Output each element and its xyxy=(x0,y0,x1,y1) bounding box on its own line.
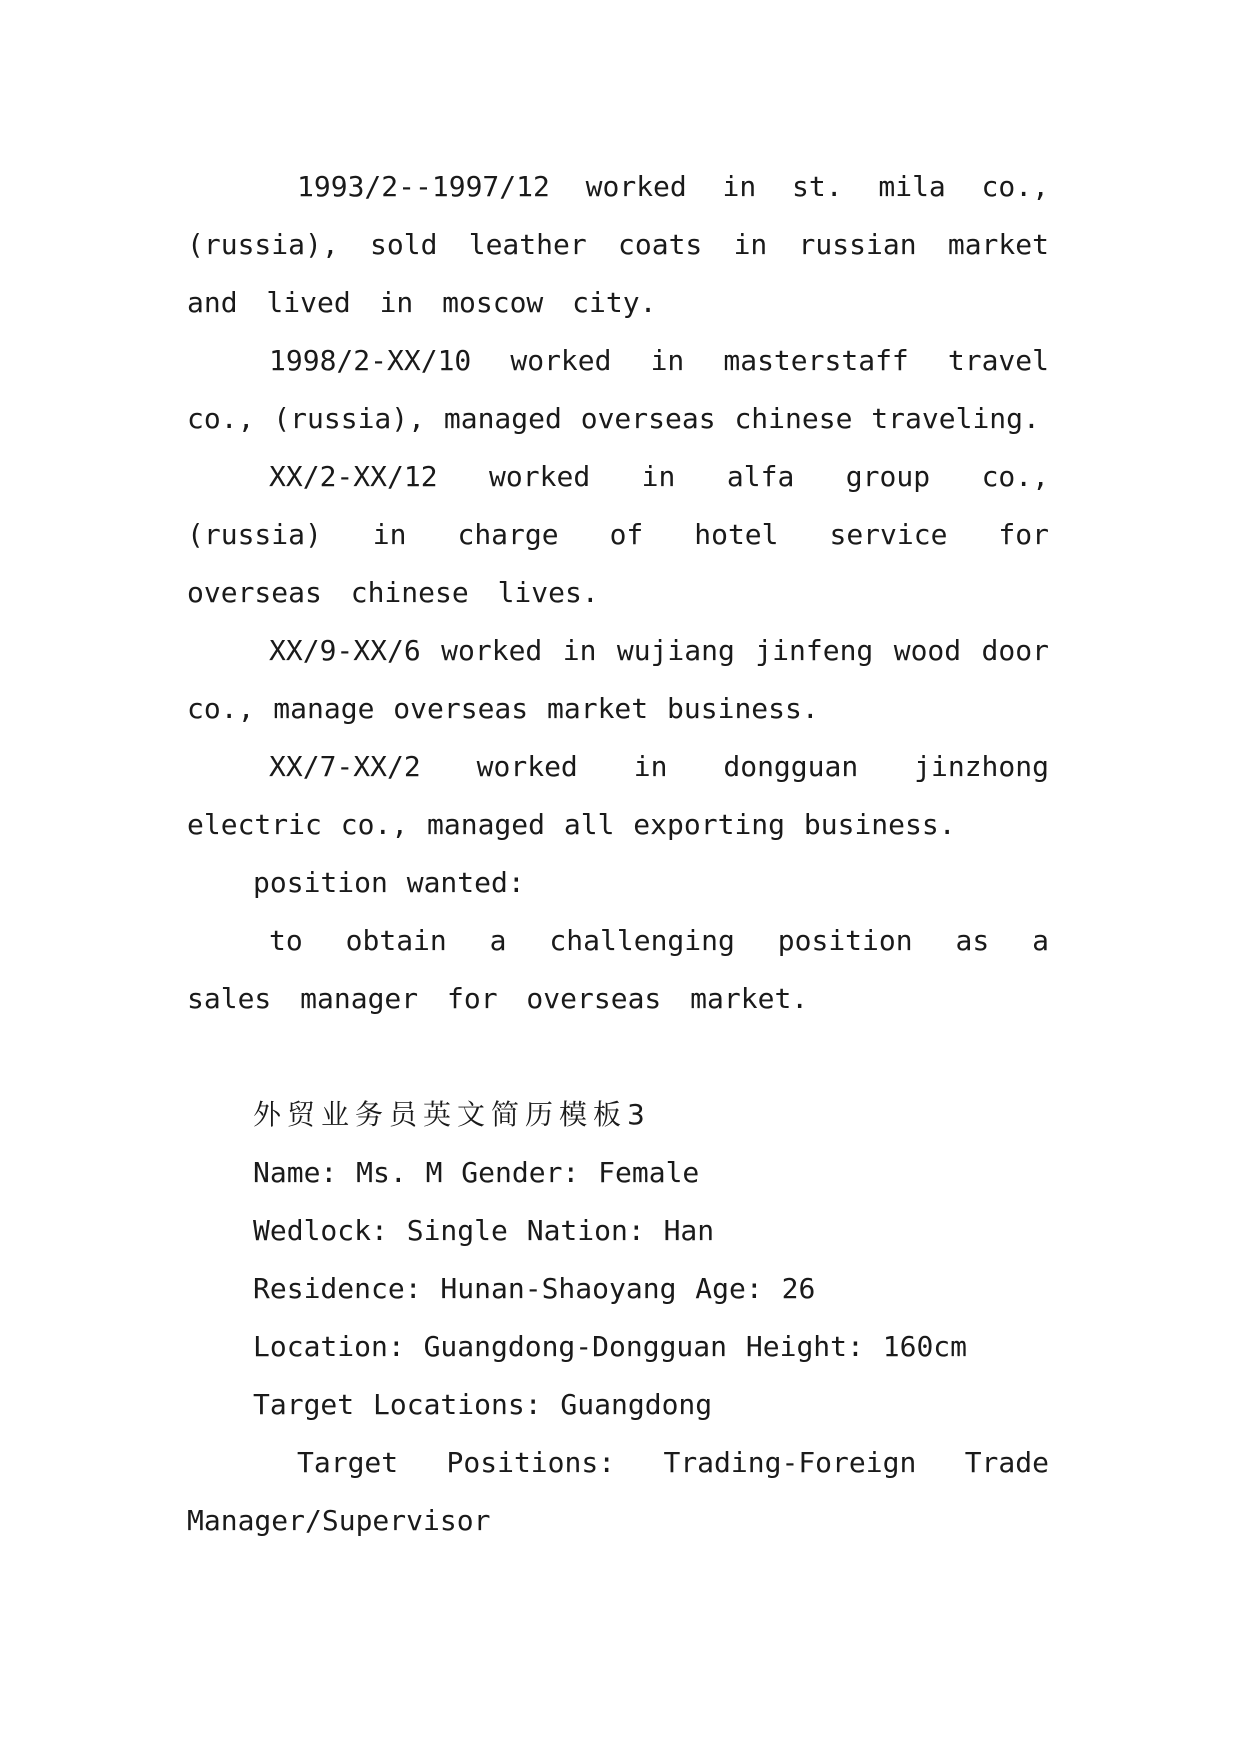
residence-age-line: Residence: Hunan-Shaoyang Age: 26 xyxy=(253,1272,816,1305)
target-positions-line: Target Positions: Trading-Foreign Trade Manager/Supervisor xyxy=(187,1446,1049,1537)
location-height-line: Location: Guangdong-Dongguan Height: 160cm xyxy=(253,1330,968,1363)
target-locations-line: Target Locations: Guangdong xyxy=(253,1388,713,1421)
experience-entry-1: 1993/2--1997/12 worked in st. mila co., (russia), sold leather coats in russian market and lived in moscow city. xyxy=(187,170,1049,319)
section-spacer xyxy=(187,1028,1049,1086)
experience-entry-5: XX/7-XX/2 worked in dongguan jinzhong electric co., managed all exporting business. xyxy=(187,750,1049,841)
document-page xyxy=(187,158,1049,1550)
section-heading: 外贸业务员英文简历模板3 xyxy=(253,1098,651,1131)
name-gender-line: Name: Ms. M Gender: Female xyxy=(253,1156,700,1189)
position-wanted-text: to obtain a challenging position as a sales manager for overseas market. xyxy=(187,924,1049,1015)
experience-entry-4: XX/9-XX/6 worked in wujiang jinfeng wood door co., manage overseas market business. xyxy=(187,634,1049,725)
experience-entry-2: 1998/2-XX/10 worked in masterstaff travel co., (russia), managed overseas chinese traveling. xyxy=(187,344,1049,435)
experience-entry-3: XX/2-XX/12 worked in alfa group co., (russia) in charge of hotel service for overseas chinese lives. xyxy=(187,460,1049,609)
position-wanted-label: position wanted: xyxy=(253,866,525,899)
wedlock-nation-line: Wedlock: Single Nation: Han xyxy=(253,1214,715,1247)
